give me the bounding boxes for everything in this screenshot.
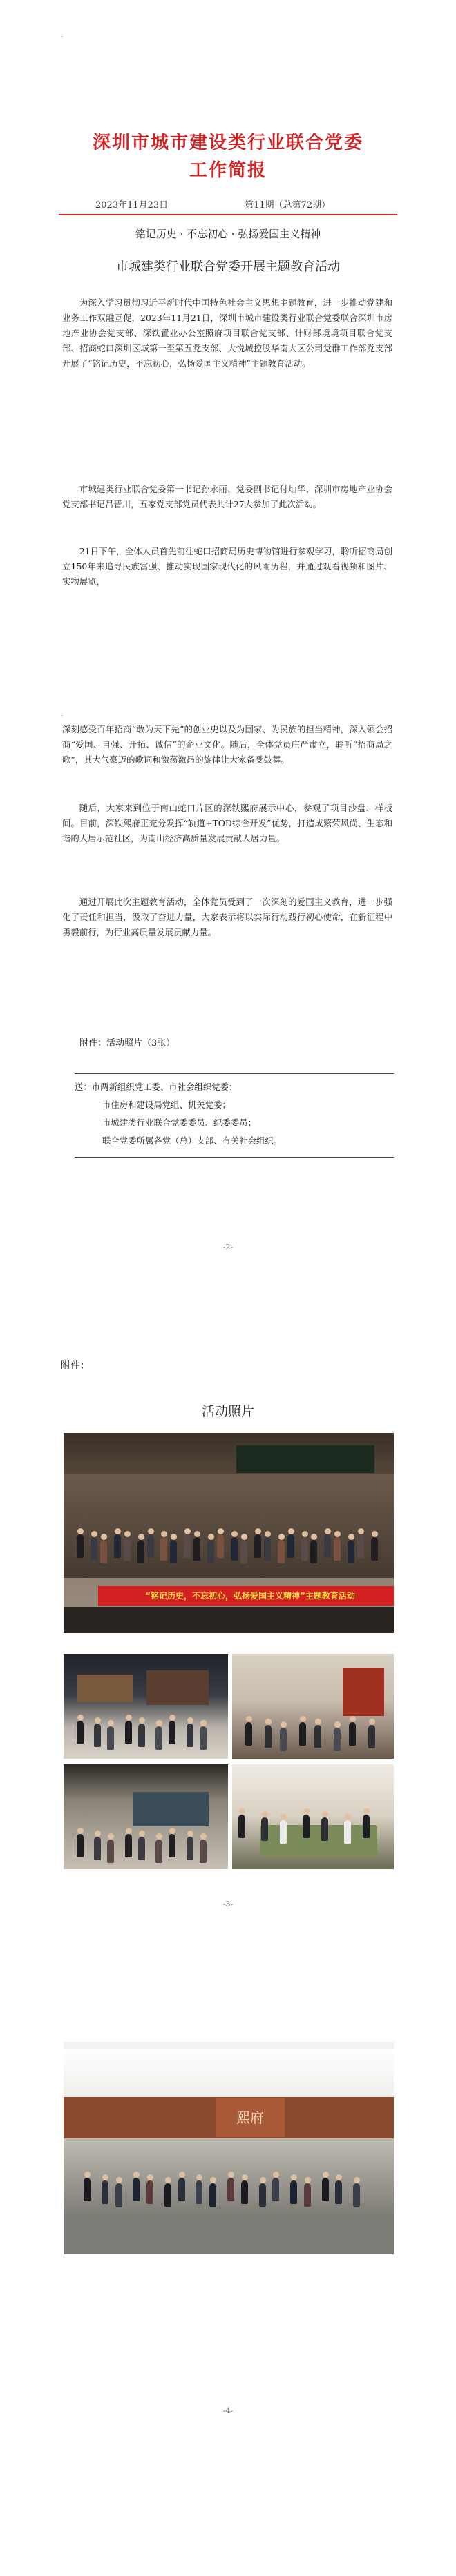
paragraph: 深刻感受百年招商“敢为天下先”的创业史以及为国家、为民族的担当精神，深入领会招商“爱国、自强、开拓、诚信”的企业文化。随后，全体党员庄严肃立，聆听“招商局之歌”，其大气豪迈的歌词和激荡激昂的旋律让大家备受鼓舞。 bbox=[62, 724, 392, 765]
person-figure bbox=[178, 2178, 185, 2201]
distribution-line: 送：市两新组织党工委、市社会组织党委； bbox=[75, 1082, 238, 1092]
person-head bbox=[265, 1531, 271, 1537]
building-sign: 熙府 bbox=[216, 2098, 285, 2137]
paragraph: 随后，大家来到位于南山蛇口片区的深铁熙府展示中心，参观了项目沙盘、样板间。目前，深铁熙府正充分发挥“轨道+TOD综合开发”优势，打造成繁荣风尚、生态和谐的人居示范社区，为南山经济高质量发展贡献人居力量。 bbox=[62, 803, 392, 843]
person-figure bbox=[280, 1728, 287, 1751]
person-head bbox=[156, 1720, 162, 1726]
person-head bbox=[281, 1814, 287, 1820]
person-figure bbox=[231, 1537, 238, 1561]
person-head bbox=[228, 2172, 234, 2178]
person-head bbox=[210, 2177, 216, 2183]
person-head bbox=[101, 1534, 107, 1540]
person-figure bbox=[278, 1540, 285, 1563]
photos-title: 活动照片 bbox=[201, 1404, 254, 1419]
person-figure bbox=[335, 2180, 342, 2204]
museum-hall-photo bbox=[64, 1764, 228, 1869]
person-head bbox=[77, 1528, 84, 1534]
paragraph: 为深入学习贯彻习近平新时代中国特色社会主义思想主题教育，进一步推动党建和业务工作双融互促，2023年11月21日，深圳市城市建设类行业联合党委联合深圳市房地产业协会党支部、深铁置业办公室照府项目联合党支部、计财部境境项目联合党支部、招商蛇口深圳区域第一至第五党支部、大悦城控股华南大区公司党群工作部党支部开展了“铭记历史，不忘初心，弘扬爱国主义精神”主题教育活动。 bbox=[62, 297, 392, 369]
person-head bbox=[246, 1716, 252, 1722]
person-head bbox=[169, 1715, 175, 1721]
person-figure bbox=[84, 2178, 91, 2201]
person-figure bbox=[209, 2183, 216, 2207]
person-figure bbox=[77, 1834, 84, 1857]
person-head bbox=[281, 1721, 287, 1728]
person-head bbox=[200, 1833, 207, 1840]
paragraph: 市城建类行业联合党委第一书记孙永丽、党委副书记付灿华、深圳市房地产业协会党支部书记吕晋川，五家党支部党员代表共计27人参加了此次活动。 bbox=[62, 484, 392, 509]
person-figure bbox=[334, 1537, 341, 1561]
person-head bbox=[200, 1720, 207, 1726]
tagline: 铭记历史 · 不忘初心 · 弘扬爱国主义精神 bbox=[135, 228, 321, 240]
person-figure bbox=[155, 1726, 162, 1750]
person-figure bbox=[187, 1724, 193, 1747]
person-head bbox=[345, 1814, 351, 1820]
person-head bbox=[169, 1828, 175, 1834]
brief-title: 深圳市城市建设类行业联合党委 bbox=[92, 133, 363, 153]
person-head bbox=[196, 2174, 202, 2180]
person-figure bbox=[357, 1534, 364, 1558]
person-figure bbox=[124, 1537, 131, 1561]
distribution-line: 市城建类行业联合党委委员、纪委委员； bbox=[102, 1118, 257, 1128]
person-figure bbox=[169, 1721, 175, 1744]
person-head bbox=[273, 2172, 279, 2178]
person-figure bbox=[314, 1725, 321, 1748]
person-head bbox=[242, 2174, 248, 2180]
person-head bbox=[336, 2174, 342, 2180]
person-head bbox=[239, 1808, 245, 1815]
person-head bbox=[354, 2177, 360, 2183]
person-head bbox=[372, 1531, 378, 1537]
person-head bbox=[305, 2177, 311, 2183]
person-head bbox=[108, 1833, 114, 1840]
attachment-note: 附件：活动照片（3张） bbox=[79, 1038, 175, 1048]
article-headline: 市城建类行业联合党委开展主题教育活动 bbox=[116, 260, 340, 274]
person-figure bbox=[217, 1534, 224, 1558]
person-head bbox=[95, 1717, 101, 1724]
person-head bbox=[278, 1534, 285, 1540]
person-figure bbox=[290, 2180, 297, 2204]
person-figure bbox=[146, 2180, 153, 2204]
person-figure bbox=[184, 1534, 191, 1558]
person-figure bbox=[265, 1725, 272, 1748]
page-number: -2- bbox=[222, 1242, 234, 1251]
paragraph: 21日下午，全体人员首先前往蛇口招商局历史博物馆进行参观学习，聆听招商局创立150年来追寻民族富强、推动实现国家现代化的风雨历程，并通过观看视频和图片、实物展览， bbox=[62, 546, 392, 587]
person-figure bbox=[137, 1540, 144, 1563]
person-figure bbox=[363, 1815, 370, 1838]
person-figure bbox=[170, 1540, 177, 1563]
person-head bbox=[126, 1828, 132, 1834]
person-figure bbox=[324, 1534, 331, 1558]
person-head bbox=[350, 1716, 356, 1722]
person-figure bbox=[303, 1815, 310, 1838]
person-head bbox=[179, 2172, 185, 2178]
person-head bbox=[156, 1833, 162, 1840]
person-head bbox=[260, 2177, 266, 2183]
header-divider bbox=[59, 214, 397, 215]
person-figure bbox=[321, 1817, 328, 1841]
annex-label: 附件： bbox=[61, 1360, 90, 1372]
person-figure bbox=[310, 1540, 317, 1563]
person-figure bbox=[107, 1840, 114, 1863]
person-head bbox=[115, 1528, 121, 1534]
person-figure bbox=[259, 2183, 266, 2207]
person-figure bbox=[272, 2178, 279, 2201]
person-head bbox=[303, 1808, 310, 1815]
sand-table-photo bbox=[232, 1764, 394, 1869]
person-head bbox=[116, 2177, 122, 2183]
person-figure bbox=[353, 2183, 360, 2207]
page-number: -3- bbox=[222, 1900, 234, 1909]
person-figure bbox=[193, 1537, 200, 1561]
person-figure bbox=[100, 1540, 107, 1563]
distribution-line: 联合党委所属各党（总）支部、有关社会组织。 bbox=[102, 1135, 283, 1146]
person-figure bbox=[115, 2183, 122, 2207]
person-figure bbox=[164, 2183, 171, 2207]
person-head bbox=[322, 1811, 328, 1817]
person-figure bbox=[138, 1724, 145, 1747]
person-figure bbox=[107, 1726, 114, 1750]
exhibition-photo bbox=[232, 1654, 394, 1759]
person-figure bbox=[240, 1540, 247, 1563]
person-figure bbox=[207, 1540, 214, 1563]
person-head bbox=[241, 1534, 247, 1540]
person-figure bbox=[91, 1537, 97, 1561]
person-head bbox=[139, 1831, 145, 1837]
brief-subtitle: 工作简报 bbox=[189, 160, 267, 181]
person-figure bbox=[238, 1815, 245, 1838]
person-head bbox=[265, 1719, 272, 1725]
person-head bbox=[288, 1528, 294, 1534]
person-figure bbox=[264, 1537, 271, 1561]
person-head bbox=[315, 1719, 321, 1725]
person-figure bbox=[102, 2180, 108, 2204]
person-figure bbox=[138, 1837, 145, 1860]
person-head bbox=[91, 1531, 97, 1537]
person-head bbox=[124, 1531, 131, 1537]
person-figure bbox=[160, 1537, 167, 1561]
person-head bbox=[255, 1528, 261, 1534]
person-figure bbox=[299, 1722, 306, 1746]
group-photo-building bbox=[64, 2042, 394, 2254]
person-figure bbox=[280, 1820, 287, 1844]
person-figure bbox=[334, 1728, 341, 1751]
group-photo-banner bbox=[64, 1433, 394, 1633]
paragraph: 通过开展此次主题教育活动，全体党员受到了一次深刻的爱国主义教育，进一步强化了责任和担当，汲取了奋进力量，大家表示将以实际行动践行初心使命，在新征程中勇毅前行，为行业高质量发展贡献力量。 bbox=[62, 897, 392, 937]
person-figure bbox=[94, 1724, 101, 1747]
person-figure bbox=[125, 1721, 132, 1744]
person-head bbox=[77, 1828, 84, 1834]
person-figure bbox=[169, 1834, 175, 1857]
page-number: -4- bbox=[222, 2406, 234, 2415]
person-head bbox=[334, 1721, 341, 1728]
person-figure bbox=[196, 2180, 202, 2204]
person-head bbox=[108, 1720, 114, 1726]
person-head bbox=[187, 1717, 193, 1724]
person-figure bbox=[245, 1722, 252, 1746]
person-head bbox=[302, 1531, 308, 1537]
person-figure bbox=[114, 1534, 121, 1558]
person-head bbox=[95, 1831, 101, 1837]
person-figure bbox=[187, 1837, 193, 1860]
issue-date: 2023年11月23日 bbox=[95, 200, 169, 211]
distribution-list bbox=[75, 1073, 394, 1158]
person-head bbox=[262, 1811, 268, 1817]
person-figure bbox=[77, 1534, 84, 1558]
person-figure bbox=[77, 1721, 84, 1744]
person-figure bbox=[371, 1537, 378, 1561]
person-head bbox=[126, 1715, 132, 1721]
person-figure bbox=[301, 1537, 308, 1561]
person-figure bbox=[155, 1840, 162, 1863]
person-figure bbox=[241, 2180, 248, 2204]
person-figure bbox=[287, 1534, 294, 1558]
person-figure bbox=[125, 1834, 132, 1857]
corner-mark: - bbox=[61, 33, 64, 41]
person-figure bbox=[254, 1534, 261, 1558]
person-head bbox=[363, 1808, 370, 1815]
person-figure bbox=[322, 2178, 329, 2201]
person-head bbox=[231, 1531, 238, 1537]
person-head bbox=[187, 1831, 193, 1837]
wall-sign bbox=[236, 1445, 374, 1473]
corner-mark: - bbox=[61, 712, 64, 720]
person-figure bbox=[348, 1540, 354, 1563]
person-head bbox=[291, 2174, 297, 2180]
person-figure bbox=[147, 1534, 154, 1558]
distribution-line: 市住房和建设局党组、机关党委； bbox=[102, 1100, 231, 1110]
person-head bbox=[77, 1715, 84, 1721]
person-figure bbox=[94, 1837, 101, 1860]
person-head bbox=[133, 2172, 140, 2178]
person-figure bbox=[368, 1725, 375, 1748]
person-head bbox=[300, 1716, 306, 1722]
person-head bbox=[218, 1528, 224, 1534]
person-head bbox=[147, 2174, 153, 2180]
person-head bbox=[148, 1528, 154, 1534]
person-figure bbox=[344, 1820, 351, 1844]
person-figure bbox=[200, 1726, 207, 1750]
person-figure bbox=[227, 2178, 234, 2201]
distribution-label: 送： bbox=[75, 1082, 92, 1092]
person-figure bbox=[261, 1817, 268, 1841]
person-head bbox=[84, 2172, 91, 2178]
person-head bbox=[102, 2174, 108, 2180]
person-head bbox=[369, 1719, 375, 1725]
museum-photo bbox=[64, 1654, 228, 1759]
person-head bbox=[139, 1717, 145, 1724]
issue-number: 第11期（总第72期） bbox=[245, 200, 331, 211]
person-head bbox=[138, 1534, 144, 1540]
person-head bbox=[165, 2177, 171, 2183]
person-figure bbox=[304, 2183, 311, 2207]
red-banner: “铭记历史，不忘初心，弘扬爱国主义精神”主题教育活动 bbox=[98, 1586, 394, 1606]
person-figure bbox=[349, 1722, 356, 1746]
person-figure bbox=[200, 1840, 207, 1863]
person-figure bbox=[133, 2178, 140, 2201]
person-head bbox=[323, 2172, 329, 2178]
